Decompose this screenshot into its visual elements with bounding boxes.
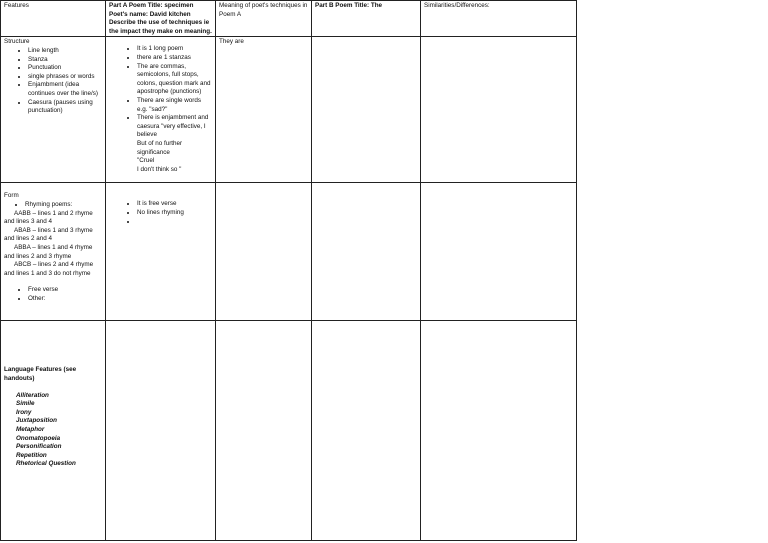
- list-item: Metaphor: [16, 425, 45, 433]
- structure-feature-list: [4, 47, 103, 116]
- list-item: • Caesura (pauses using punctuation): [28, 99, 103, 116]
- form-heading: Form: [4, 192, 19, 200]
- form-similarities-cell[interactable]: [421, 183, 577, 321]
- list-item: • It is 1 long poem: [137, 45, 213, 54]
- structure-notes-list: [109, 45, 213, 174]
- structure-meaning-cell[interactable]: They are: [216, 37, 312, 183]
- rhyme-scheme: ABAB – lines 1 and 3 rhyme and lines 2 and 4: [4, 226, 93, 243]
- list-item: • there are 1 stanzas: [137, 54, 213, 63]
- form-notes-list: [109, 200, 213, 226]
- list-item: • Stanza: [28, 56, 103, 65]
- list-item: • It is free verse: [137, 200, 213, 209]
- rhyme-scheme: ABCB – lines 2 and 4 rhyme and lines 1 and 3 do not rhyme: [4, 261, 94, 277]
- list-item: • Other:: [28, 295, 103, 304]
- structure-features-cell: [1, 37, 106, 183]
- meaning-header[interactable]: Meaning of poet's techniques in Poem A: [216, 1, 312, 37]
- rhyming-list: [4, 201, 103, 210]
- part-a-header[interactable]: [106, 1, 216, 37]
- list-item: Personification: [16, 443, 62, 451]
- list-item: Onomatopoeia: [16, 434, 61, 442]
- list-item: • There is enjambment and caesura "very effective, I believe But of no further significance "Cruel I don't think so ": [137, 114, 213, 174]
- list-item: Juxtaposition: [16, 417, 57, 425]
- list-item: • No lines rhyming: [137, 209, 213, 218]
- poet-name: Poet's name: David kitchen: [109, 10, 191, 18]
- part-a-instruction: Describe the use of techniques ie the impact they make on meaning.: [109, 19, 212, 35]
- list-item: Repetition: [16, 451, 47, 459]
- list-item: • Rhyming poems:: [25, 201, 103, 210]
- rhyme-scheme: AABB – lines 1 and 2 rhyme and lines 3 and 4: [4, 209, 93, 226]
- list-item: Alliteration: [16, 391, 49, 399]
- language-meaning-cell[interactable]: [216, 321, 312, 541]
- list-item: • Enjambment (idea continues over the line/s): [28, 81, 103, 98]
- list-item: • The are commas, semicolons, full stops, colons, question mark and apostrophe (punctions): [137, 63, 213, 97]
- list-item: • Punctuation: [28, 64, 103, 73]
- form-notes-cell[interactable]: [106, 183, 216, 321]
- list-item: Irony: [16, 408, 32, 416]
- part-b-header[interactable]: Part B Poem Title: The: [312, 1, 421, 37]
- features-header: Features: [1, 1, 106, 37]
- list-item: • single phrases or words: [28, 73, 103, 82]
- form-part-b-cell[interactable]: [312, 183, 421, 321]
- language-notes-cell[interactable]: [106, 321, 216, 541]
- structure-similarities-cell[interactable]: [421, 37, 577, 183]
- part-a-title: Part A Poem Title: specimen: [109, 2, 194, 9]
- language-heading: Language Features (see handouts): [4, 366, 77, 382]
- language-feature-list: [4, 392, 103, 469]
- language-similarities-cell[interactable]: [421, 321, 577, 541]
- list-item: • Line length: [28, 47, 103, 56]
- similarities-header[interactable]: Similarities/Differences:: [421, 1, 577, 37]
- rhyme-scheme: ABBA – lines 1 and 4 rhyme and lines 2 and 3 rhyme: [4, 243, 93, 260]
- form-features-cell: [1, 183, 106, 321]
- structure-part-b-cell[interactable]: [312, 37, 421, 183]
- form-row: [1, 183, 577, 321]
- list-item: Rhetorical Question: [16, 460, 76, 468]
- structure-notes-cell[interactable]: [106, 37, 216, 183]
- language-part-b-cell[interactable]: [312, 321, 421, 541]
- list-item: [137, 218, 213, 227]
- list-item: Simile: [16, 400, 35, 408]
- list-item: • There are single words e.g. "sad?": [137, 97, 213, 114]
- form-other-list: [4, 286, 103, 303]
- list-item: • Free verse: [28, 286, 103, 295]
- form-meaning-cell[interactable]: [216, 183, 312, 321]
- header-row: [1, 1, 577, 37]
- structure-heading: Structure: [4, 38, 30, 46]
- language-features-cell: [1, 321, 106, 541]
- structure-row: [1, 37, 577, 183]
- language-row: [1, 321, 577, 541]
